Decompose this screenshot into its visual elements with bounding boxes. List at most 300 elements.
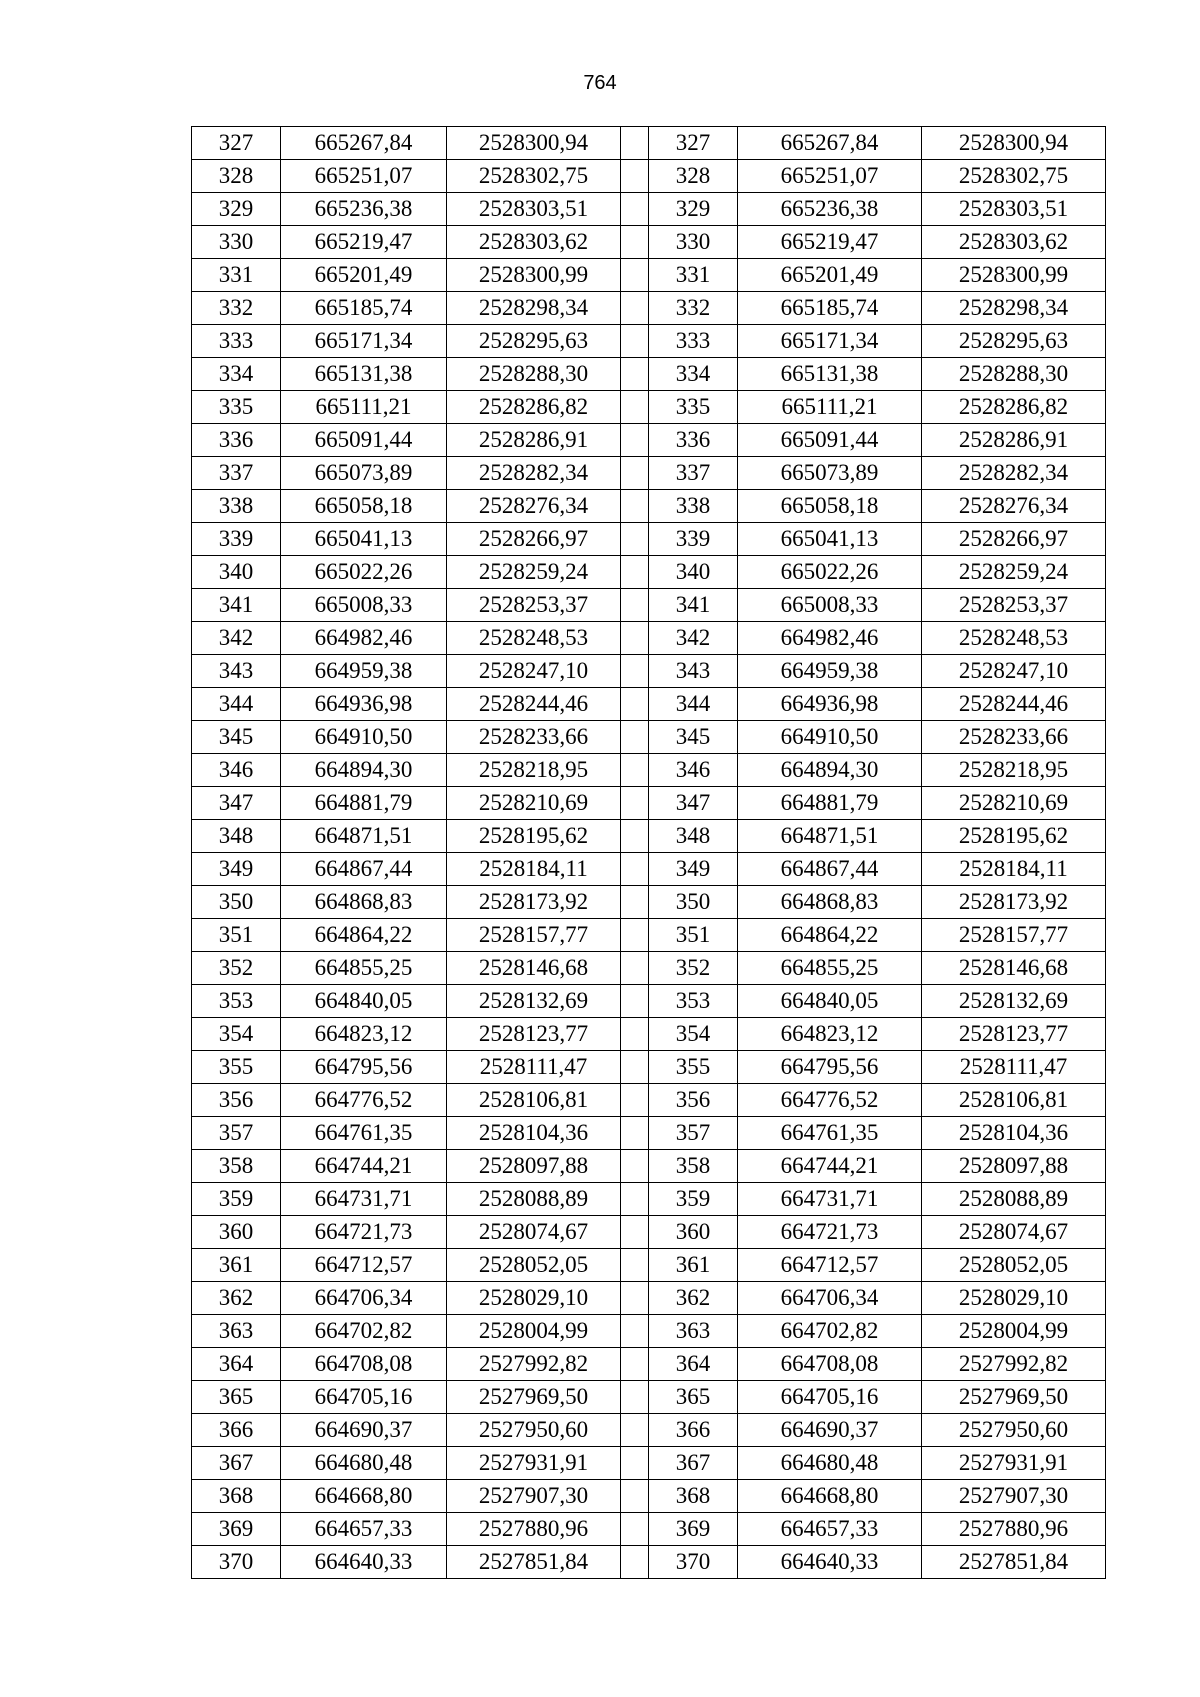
y-coordinate-cell: 2528233,66 xyxy=(922,721,1106,754)
table-row xyxy=(192,589,1106,622)
x-coordinate-cell: 665008,33 xyxy=(738,589,922,622)
x-coordinate-cell: 665008,33 xyxy=(281,589,447,622)
y-coordinate-cell: 2528097,88 xyxy=(922,1150,1106,1183)
y-coordinate-cell: 2528132,69 xyxy=(447,985,621,1018)
y-coordinate-cell: 2527880,96 xyxy=(447,1513,621,1546)
x-coordinate-cell: 665171,34 xyxy=(281,325,447,358)
point-number-cell: 329 xyxy=(192,193,281,226)
y-coordinate-cell: 2528088,89 xyxy=(922,1183,1106,1216)
x-coordinate-cell: 664868,83 xyxy=(738,886,922,919)
point-number-cell: 330 xyxy=(192,226,281,259)
empty-separator-cell xyxy=(621,490,649,523)
y-coordinate-cell: 2528300,94 xyxy=(922,127,1106,160)
empty-separator-cell xyxy=(621,985,649,1018)
empty-separator-cell xyxy=(621,193,649,226)
x-coordinate-cell: 664705,16 xyxy=(738,1381,922,1414)
y-coordinate-cell: 2528218,95 xyxy=(447,754,621,787)
empty-separator-cell xyxy=(621,1216,649,1249)
table-row xyxy=(192,1084,1106,1117)
point-number-cell: 362 xyxy=(649,1282,738,1315)
x-coordinate-cell: 664668,80 xyxy=(281,1480,447,1513)
point-number-cell: 369 xyxy=(192,1513,281,1546)
y-coordinate-cell: 2528248,53 xyxy=(447,622,621,655)
point-number-cell: 331 xyxy=(649,259,738,292)
empty-separator-cell xyxy=(621,259,649,292)
table-row xyxy=(192,292,1106,325)
y-coordinate-cell: 2528218,95 xyxy=(922,754,1106,787)
x-coordinate-cell: 664712,57 xyxy=(281,1249,447,1282)
point-number-cell: 360 xyxy=(192,1216,281,1249)
y-coordinate-cell: 2528146,68 xyxy=(922,952,1106,985)
table-row xyxy=(192,820,1106,853)
point-number-cell: 335 xyxy=(192,391,281,424)
table-row xyxy=(192,358,1106,391)
y-coordinate-cell: 2527992,82 xyxy=(922,1348,1106,1381)
empty-separator-cell xyxy=(621,1150,649,1183)
empty-separator-cell xyxy=(621,226,649,259)
table-row xyxy=(192,1315,1106,1348)
point-number-cell: 335 xyxy=(649,391,738,424)
point-number-cell: 338 xyxy=(192,490,281,523)
point-number-cell: 370 xyxy=(649,1546,738,1579)
x-coordinate-cell: 664864,22 xyxy=(281,919,447,952)
table-row xyxy=(192,1183,1106,1216)
y-coordinate-cell: 2528276,34 xyxy=(922,490,1106,523)
y-coordinate-cell: 2528097,88 xyxy=(447,1150,621,1183)
empty-separator-cell xyxy=(621,1414,649,1447)
empty-separator-cell xyxy=(621,1315,649,1348)
point-number-cell: 349 xyxy=(192,853,281,886)
x-coordinate-cell: 664855,25 xyxy=(281,952,447,985)
x-coordinate-cell: 664706,34 xyxy=(281,1282,447,1315)
x-coordinate-cell: 664795,56 xyxy=(738,1051,922,1084)
y-coordinate-cell: 2528266,97 xyxy=(922,523,1106,556)
x-coordinate-cell: 664702,82 xyxy=(281,1315,447,1348)
point-number-cell: 360 xyxy=(649,1216,738,1249)
y-coordinate-cell: 2528004,99 xyxy=(447,1315,621,1348)
y-coordinate-cell: 2528111,47 xyxy=(447,1051,621,1084)
y-coordinate-cell: 2528233,66 xyxy=(447,721,621,754)
y-coordinate-cell: 2528253,37 xyxy=(922,589,1106,622)
empty-separator-cell xyxy=(621,358,649,391)
point-number-cell: 334 xyxy=(192,358,281,391)
x-coordinate-cell: 664705,16 xyxy=(281,1381,447,1414)
table-row xyxy=(192,226,1106,259)
point-number-cell: 358 xyxy=(649,1150,738,1183)
point-number-cell: 337 xyxy=(649,457,738,490)
x-coordinate-cell: 664690,37 xyxy=(281,1414,447,1447)
empty-separator-cell xyxy=(621,292,649,325)
x-coordinate-cell: 664702,82 xyxy=(738,1315,922,1348)
point-number-cell: 354 xyxy=(192,1018,281,1051)
point-number-cell: 349 xyxy=(649,853,738,886)
empty-separator-cell xyxy=(621,325,649,358)
y-coordinate-cell: 2528253,37 xyxy=(447,589,621,622)
y-coordinate-cell: 2528266,97 xyxy=(447,523,621,556)
table-row xyxy=(192,1546,1106,1579)
x-coordinate-cell: 664881,79 xyxy=(738,787,922,820)
point-number-cell: 361 xyxy=(649,1249,738,1282)
x-coordinate-cell: 664761,35 xyxy=(281,1117,447,1150)
empty-separator-cell xyxy=(621,160,649,193)
point-number-cell: 341 xyxy=(649,589,738,622)
y-coordinate-cell: 2528248,53 xyxy=(922,622,1106,655)
y-coordinate-cell: 2527851,84 xyxy=(922,1546,1106,1579)
x-coordinate-cell: 665041,13 xyxy=(738,523,922,556)
table-row xyxy=(192,160,1106,193)
x-coordinate-cell: 664823,12 xyxy=(281,1018,447,1051)
table-row xyxy=(192,787,1106,820)
point-number-cell: 355 xyxy=(649,1051,738,1084)
point-number-cell: 355 xyxy=(192,1051,281,1084)
x-coordinate-cell: 664840,05 xyxy=(281,985,447,1018)
point-number-cell: 363 xyxy=(192,1315,281,1348)
table-row xyxy=(192,886,1106,919)
point-number-cell: 345 xyxy=(192,721,281,754)
y-coordinate-cell: 2527907,30 xyxy=(447,1480,621,1513)
x-coordinate-cell: 664708,08 xyxy=(738,1348,922,1381)
x-coordinate-cell: 664795,56 xyxy=(281,1051,447,1084)
point-number-cell: 368 xyxy=(649,1480,738,1513)
x-coordinate-cell: 665251,07 xyxy=(738,160,922,193)
point-number-cell: 327 xyxy=(192,127,281,160)
x-coordinate-cell: 664680,48 xyxy=(281,1447,447,1480)
x-coordinate-cell: 665201,49 xyxy=(281,259,447,292)
y-coordinate-cell: 2528282,34 xyxy=(922,457,1106,490)
y-coordinate-cell: 2528286,82 xyxy=(922,391,1106,424)
y-coordinate-cell: 2528195,62 xyxy=(922,820,1106,853)
y-coordinate-cell: 2528300,94 xyxy=(447,127,621,160)
x-coordinate-cell: 665267,84 xyxy=(281,127,447,160)
x-coordinate-cell: 665185,74 xyxy=(281,292,447,325)
empty-separator-cell xyxy=(621,1051,649,1084)
y-coordinate-cell: 2528259,24 xyxy=(922,556,1106,589)
empty-separator-cell xyxy=(621,886,649,919)
point-number-cell: 329 xyxy=(649,193,738,226)
y-coordinate-cell: 2528244,46 xyxy=(922,688,1106,721)
y-coordinate-cell: 2528052,05 xyxy=(447,1249,621,1282)
empty-separator-cell xyxy=(621,787,649,820)
y-coordinate-cell: 2528303,51 xyxy=(922,193,1106,226)
y-coordinate-cell: 2528286,91 xyxy=(922,424,1106,457)
x-coordinate-cell: 664744,21 xyxy=(281,1150,447,1183)
table-row xyxy=(192,1282,1106,1315)
point-number-cell: 367 xyxy=(649,1447,738,1480)
point-number-cell: 369 xyxy=(649,1513,738,1546)
y-coordinate-cell: 2528295,63 xyxy=(447,325,621,358)
point-number-cell: 340 xyxy=(192,556,281,589)
x-coordinate-cell: 664668,80 xyxy=(738,1480,922,1513)
y-coordinate-cell: 2528123,77 xyxy=(447,1018,621,1051)
point-number-cell: 347 xyxy=(649,787,738,820)
table-row xyxy=(192,1414,1106,1447)
y-coordinate-cell: 2527950,60 xyxy=(922,1414,1106,1447)
y-coordinate-cell: 2528157,77 xyxy=(447,919,621,952)
x-coordinate-cell: 665219,47 xyxy=(738,226,922,259)
x-coordinate-cell: 664706,34 xyxy=(738,1282,922,1315)
x-coordinate-cell: 664761,35 xyxy=(738,1117,922,1150)
empty-separator-cell xyxy=(621,1546,649,1579)
table-row xyxy=(192,985,1106,1018)
page-number: 764 xyxy=(583,72,617,94)
y-coordinate-cell: 2528286,82 xyxy=(447,391,621,424)
y-coordinate-cell: 2528303,62 xyxy=(447,226,621,259)
x-coordinate-cell: 664708,08 xyxy=(281,1348,447,1381)
empty-separator-cell xyxy=(621,391,649,424)
point-number-cell: 328 xyxy=(192,160,281,193)
empty-separator-cell xyxy=(621,1282,649,1315)
table-row xyxy=(192,556,1106,589)
y-coordinate-cell: 2528303,62 xyxy=(922,226,1106,259)
x-coordinate-cell: 664936,98 xyxy=(738,688,922,721)
y-coordinate-cell: 2528052,05 xyxy=(922,1249,1106,1282)
x-coordinate-cell: 664721,73 xyxy=(281,1216,447,1249)
point-number-cell: 362 xyxy=(192,1282,281,1315)
empty-separator-cell xyxy=(621,1513,649,1546)
table-row xyxy=(192,325,1106,358)
point-number-cell: 368 xyxy=(192,1480,281,1513)
point-number-cell: 353 xyxy=(192,985,281,1018)
point-number-cell: 359 xyxy=(649,1183,738,1216)
x-coordinate-cell: 664864,22 xyxy=(738,919,922,952)
point-number-cell: 340 xyxy=(649,556,738,589)
table-row xyxy=(192,688,1106,721)
empty-separator-cell xyxy=(621,1249,649,1282)
table-row xyxy=(192,952,1106,985)
y-coordinate-cell: 2528106,81 xyxy=(447,1084,621,1117)
x-coordinate-cell: 664936,98 xyxy=(281,688,447,721)
x-coordinate-cell: 665111,21 xyxy=(281,391,447,424)
table-row xyxy=(192,490,1106,523)
x-coordinate-cell: 664840,05 xyxy=(738,985,922,1018)
y-coordinate-cell: 2528146,68 xyxy=(447,952,621,985)
x-coordinate-cell: 665251,07 xyxy=(281,160,447,193)
x-coordinate-cell: 664910,50 xyxy=(738,721,922,754)
y-coordinate-cell: 2528104,36 xyxy=(922,1117,1106,1150)
y-coordinate-cell: 2527969,50 xyxy=(922,1381,1106,1414)
table-row xyxy=(192,457,1106,490)
table-row xyxy=(192,1381,1106,1414)
table-row xyxy=(192,1018,1106,1051)
y-coordinate-cell: 2528074,67 xyxy=(447,1216,621,1249)
point-number-cell: 343 xyxy=(649,655,738,688)
y-coordinate-cell: 2528282,34 xyxy=(447,457,621,490)
point-number-cell: 348 xyxy=(192,820,281,853)
empty-separator-cell xyxy=(621,127,649,160)
y-coordinate-cell: 2528244,46 xyxy=(447,688,621,721)
table-row xyxy=(192,259,1106,292)
point-number-cell: 365 xyxy=(192,1381,281,1414)
empty-separator-cell xyxy=(621,655,649,688)
x-coordinate-cell: 664855,25 xyxy=(738,952,922,985)
table-row xyxy=(192,919,1106,952)
y-coordinate-cell: 2528302,75 xyxy=(447,160,621,193)
y-coordinate-cell: 2528210,69 xyxy=(447,787,621,820)
point-number-cell: 334 xyxy=(649,358,738,391)
x-coordinate-cell: 665131,38 xyxy=(738,358,922,391)
table-row xyxy=(192,1216,1106,1249)
point-number-cell: 346 xyxy=(649,754,738,787)
table-row xyxy=(192,1117,1106,1150)
empty-separator-cell xyxy=(621,1117,649,1150)
point-number-cell: 330 xyxy=(649,226,738,259)
y-coordinate-cell: 2528247,10 xyxy=(447,655,621,688)
y-coordinate-cell: 2527880,96 xyxy=(922,1513,1106,1546)
point-number-cell: 350 xyxy=(649,886,738,919)
point-number-cell: 328 xyxy=(649,160,738,193)
table-row xyxy=(192,424,1106,457)
empty-separator-cell xyxy=(621,1183,649,1216)
x-coordinate-cell: 665131,38 xyxy=(281,358,447,391)
empty-separator-cell xyxy=(621,853,649,886)
y-coordinate-cell: 2528298,34 xyxy=(922,292,1106,325)
point-number-cell: 347 xyxy=(192,787,281,820)
point-number-cell: 357 xyxy=(192,1117,281,1150)
table-row xyxy=(192,523,1106,556)
y-coordinate-cell: 2528300,99 xyxy=(447,259,621,292)
x-coordinate-cell: 665236,38 xyxy=(738,193,922,226)
table-row xyxy=(192,721,1106,754)
empty-separator-cell xyxy=(621,457,649,490)
x-coordinate-cell: 664959,38 xyxy=(738,655,922,688)
point-number-cell: 357 xyxy=(649,1117,738,1150)
point-number-cell: 352 xyxy=(192,952,281,985)
point-number-cell: 367 xyxy=(192,1447,281,1480)
table-row xyxy=(192,391,1106,424)
x-coordinate-cell: 665185,74 xyxy=(738,292,922,325)
y-coordinate-cell: 2528029,10 xyxy=(922,1282,1106,1315)
x-coordinate-cell: 664680,48 xyxy=(738,1447,922,1480)
point-number-cell: 344 xyxy=(192,688,281,721)
table-row xyxy=(192,127,1106,160)
point-number-cell: 363 xyxy=(649,1315,738,1348)
point-number-cell: 331 xyxy=(192,259,281,292)
table-row xyxy=(192,754,1106,787)
y-coordinate-cell: 2528184,11 xyxy=(922,853,1106,886)
point-number-cell: 342 xyxy=(649,622,738,655)
y-coordinate-cell: 2528195,62 xyxy=(447,820,621,853)
table-body xyxy=(192,127,1106,1579)
y-coordinate-cell: 2527950,60 xyxy=(447,1414,621,1447)
point-number-cell: 337 xyxy=(192,457,281,490)
point-number-cell: 350 xyxy=(192,886,281,919)
x-coordinate-cell: 664721,73 xyxy=(738,1216,922,1249)
y-coordinate-cell: 2528288,30 xyxy=(922,358,1106,391)
point-number-cell: 359 xyxy=(192,1183,281,1216)
point-number-cell: 370 xyxy=(192,1546,281,1579)
point-number-cell: 348 xyxy=(649,820,738,853)
point-number-cell: 336 xyxy=(649,424,738,457)
y-coordinate-cell: 2528123,77 xyxy=(922,1018,1106,1051)
y-coordinate-cell: 2528286,91 xyxy=(447,424,621,457)
x-coordinate-cell: 664640,33 xyxy=(281,1546,447,1579)
x-coordinate-cell: 664867,44 xyxy=(281,853,447,886)
y-coordinate-cell: 2528210,69 xyxy=(922,787,1106,820)
point-number-cell: 344 xyxy=(649,688,738,721)
x-coordinate-cell: 664657,33 xyxy=(738,1513,922,1546)
point-number-cell: 361 xyxy=(192,1249,281,1282)
point-number-cell: 332 xyxy=(192,292,281,325)
empty-separator-cell xyxy=(621,556,649,589)
x-coordinate-cell: 665201,49 xyxy=(738,259,922,292)
x-coordinate-cell: 664982,46 xyxy=(281,622,447,655)
y-coordinate-cell: 2528157,77 xyxy=(922,919,1106,952)
point-number-cell: 333 xyxy=(192,325,281,358)
x-coordinate-cell: 665267,84 xyxy=(738,127,922,160)
y-coordinate-cell: 2528302,75 xyxy=(922,160,1106,193)
point-number-cell: 339 xyxy=(192,523,281,556)
x-coordinate-cell: 664776,52 xyxy=(738,1084,922,1117)
y-coordinate-cell: 2528300,99 xyxy=(922,259,1106,292)
x-coordinate-cell: 664640,33 xyxy=(738,1546,922,1579)
x-coordinate-cell: 664894,30 xyxy=(738,754,922,787)
point-number-cell: 358 xyxy=(192,1150,281,1183)
table-row xyxy=(192,1249,1106,1282)
x-coordinate-cell: 664871,51 xyxy=(281,820,447,853)
table-row xyxy=(192,193,1106,226)
y-coordinate-cell: 2527931,91 xyxy=(447,1447,621,1480)
x-coordinate-cell: 665041,13 xyxy=(281,523,447,556)
empty-separator-cell xyxy=(621,952,649,985)
x-coordinate-cell: 664959,38 xyxy=(281,655,447,688)
point-number-cell: 364 xyxy=(192,1348,281,1381)
empty-separator-cell xyxy=(621,1447,649,1480)
x-coordinate-cell: 664776,52 xyxy=(281,1084,447,1117)
point-number-cell: 353 xyxy=(649,985,738,1018)
y-coordinate-cell: 2528104,36 xyxy=(447,1117,621,1150)
x-coordinate-cell: 664868,83 xyxy=(281,886,447,919)
point-number-cell: 333 xyxy=(649,325,738,358)
empty-separator-cell xyxy=(621,424,649,457)
empty-separator-cell xyxy=(621,820,649,853)
empty-separator-cell xyxy=(621,688,649,721)
point-number-cell: 364 xyxy=(649,1348,738,1381)
table-row xyxy=(192,1150,1106,1183)
x-coordinate-cell: 665073,89 xyxy=(281,457,447,490)
x-coordinate-cell: 665058,18 xyxy=(738,490,922,523)
point-number-cell: 354 xyxy=(649,1018,738,1051)
y-coordinate-cell: 2528288,30 xyxy=(447,358,621,391)
x-coordinate-cell: 665091,44 xyxy=(281,424,447,457)
empty-separator-cell xyxy=(621,589,649,622)
point-number-cell: 342 xyxy=(192,622,281,655)
x-coordinate-cell: 664731,71 xyxy=(738,1183,922,1216)
x-coordinate-cell: 664871,51 xyxy=(738,820,922,853)
y-coordinate-cell: 2528029,10 xyxy=(447,1282,621,1315)
x-coordinate-cell: 664910,50 xyxy=(281,721,447,754)
empty-separator-cell xyxy=(621,1480,649,1513)
y-coordinate-cell: 2528276,34 xyxy=(447,490,621,523)
x-coordinate-cell: 665022,26 xyxy=(281,556,447,589)
point-number-cell: 341 xyxy=(192,589,281,622)
x-coordinate-cell: 664731,71 xyxy=(281,1183,447,1216)
empty-separator-cell xyxy=(621,1018,649,1051)
table-row xyxy=(192,1051,1106,1084)
point-number-cell: 343 xyxy=(192,655,281,688)
x-coordinate-cell: 665091,44 xyxy=(738,424,922,457)
y-coordinate-cell: 2528106,81 xyxy=(922,1084,1106,1117)
empty-separator-cell xyxy=(621,1381,649,1414)
y-coordinate-cell: 2528298,34 xyxy=(447,292,621,325)
y-coordinate-cell: 2527992,82 xyxy=(447,1348,621,1381)
y-coordinate-cell: 2528184,11 xyxy=(447,853,621,886)
y-coordinate-cell: 2528132,69 xyxy=(922,985,1106,1018)
y-coordinate-cell: 2528088,89 xyxy=(447,1183,621,1216)
x-coordinate-cell: 665022,26 xyxy=(738,556,922,589)
y-coordinate-cell: 2528004,99 xyxy=(922,1315,1106,1348)
point-number-cell: 366 xyxy=(192,1414,281,1447)
y-coordinate-cell: 2528173,92 xyxy=(922,886,1106,919)
